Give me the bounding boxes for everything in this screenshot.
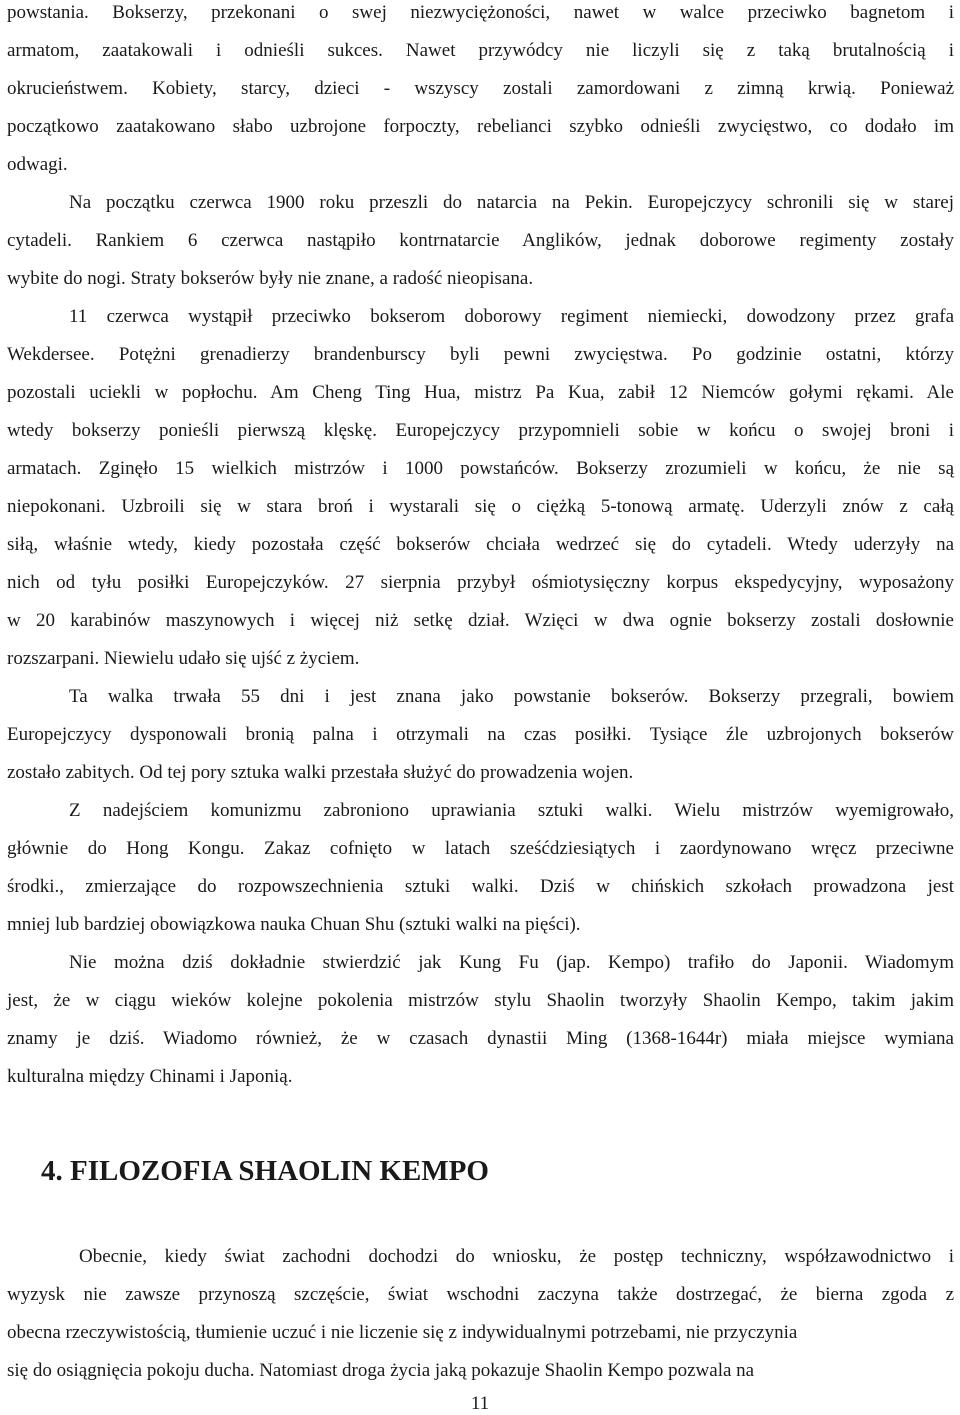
paragraph-line: cytadeli. Rankiem 6 czerwca nastąpiło kontrnatarcie Anglików, jednak doborowe regimenty zostały — [7, 230, 954, 251]
paragraph-line: okrucieństwem. Kobiety, starcy, dzieci - wszyscy zostali zamordowani z zimną krwią. Ponieważ — [7, 78, 954, 99]
paragraph-line: kulturalna między Chinami i Japonią. — [7, 1066, 293, 1087]
paragraph-line: Z nadejściem komunizmu zabroniono uprawiania sztuki walki. Wielu mistrzów wyemigrowało, — [69, 800, 954, 821]
paragraph-line: znamy je dziś. Wiadomo również, że w czasach dynastii Ming (1368-1644r) miała miejsce wymiana — [7, 1028, 954, 1049]
paragraph-line: Wekdersee. Potężni grenadierzy brandenburscy byli pewni zwycięstwa. Po godzinie ostatni, którzy — [7, 344, 954, 365]
paragraph-line: Ta walka trwała 55 dni i jest znana jako powstanie bokserów. Bokserzy przegrali, bowiem — [69, 686, 954, 707]
page-number: 11 — [470, 1393, 490, 1414]
paragraph-line: armatom, zaatakowali i odnieśli sukces. Nawet przywódcy nie liczyli się z taką brutalnością i — [7, 40, 954, 61]
paragraph-line: Na początku czerwca 1900 roku przeszli do natarcia na Pekin. Europejczycy schronili się w starej — [69, 192, 954, 213]
paragraph-line: obecna rzeczywistością, tłumienie uczuć i nie liczenie się z indywidualnymi potrzebami, nie przyczynia — [7, 1322, 798, 1343]
section-heading: 4. FILOZOFIA SHAOLIN KEMPO — [41, 1155, 489, 1187]
paragraph-line: Obecnie, kiedy świat zachodni dochodzi do wniosku, że postęp techniczny, współzawodnictwo i — [79, 1246, 954, 1267]
paragraph-line: Europejczycy dysponowali bronią palna i otrzymali na czas posiłki. Tysiące źle uzbrojonych bokserów — [7, 724, 954, 745]
paragraph-line: odwagi. — [7, 154, 68, 175]
paragraph-line: siłą, właśnie wtedy, kiedy pozostała część bokserów chciała wedrzeć się do cytadeli. Wtedy uderzyły na — [7, 534, 954, 555]
paragraph-line: Nie można dziś dokładnie stwierdzić jak Kung Fu (jap. Kempo) trafiło do Japonii. Wiadomym — [69, 952, 954, 973]
paragraph-line: nich od tyłu posiłki Europejczyków. 27 sierpnia przybył ośmiotysięczny korpus ekspedycyjny, wyposażony — [7, 572, 954, 593]
paragraph-line: niepokonani. Uzbroili się w stara broń i wystarali się o ciężką 5-tonową armatę. Uderzyli znów z całą — [7, 496, 954, 517]
paragraph-line: rozszarpani. Niewielu udało się ujść z życiem. — [7, 648, 360, 669]
paragraph-line: mniej lub bardziej obowiązkowa nauka Chuan Shu (sztuki walki na pięści). — [7, 914, 581, 935]
paragraph-line: powstania. Bokserzy, przekonani o swej niezwyciężoności, nawet w walce przeciwko bagnetom i — [7, 2, 954, 23]
paragraph-line: środki., zmierzające do rozpowszechnienia sztuki walki. Dziś w chińskich szkołach prowadzona jest — [7, 876, 954, 897]
paragraph-line: armatach. Zginęło 15 wielkich mistrzów i 1000 powstańców. Bokserzy zrozumieli w końcu, że nie są — [7, 458, 954, 479]
paragraph-line: jest, że w ciągu wieków kolejne pokolenia mistrzów stylu Shaolin tworzyły Shaolin Kempo, takim jakim — [7, 990, 954, 1011]
paragraph-line: wyzysk nie zawsze przynoszą szczęście, świat wschodni zaczyna także dostrzegać, że bierna zgoda z — [7, 1284, 954, 1305]
paragraph-line: się do osiągnięcia pokoju ducha. Natomiast droga życia jaką pokazuje Shaolin Kempo pozwala na — [7, 1360, 755, 1381]
paragraph-line: zostało zabitych. Od tej pory sztuka walki przestała służyć do prowadzenia wojen. — [7, 762, 634, 783]
paragraph-line: początkowo zaatakowano słabo uzbrojone forpoczty, rebelianci szybko odnieśli zwycięstwo, co dodało im — [7, 116, 954, 137]
paragraph-line: wtedy bokserzy ponieśli pierwszą klęskę. Europejczycy przypomnieli sobie w końcu o swojej broni i — [7, 420, 954, 441]
paragraph-line: pozostali uciekli w popłochu. Am Cheng Ting Hua, mistrz Pa Kua, zabił 12 Niemców gołymi rękami. Ale — [7, 382, 954, 403]
paragraph-line: wybite do nogi. Straty bokserów były nie znane, a radość nieopisana. — [7, 268, 534, 289]
paragraph-line: 11 czerwca wystąpił przeciwko bokserom doborowy regiment niemiecki, dowodzony przez grafa — [69, 306, 954, 327]
paragraph-line: głównie do Hong Kongu. Zakaz cofnięto w latach sześćdziesiątych i zaordynowano wręcz przeciwne — [7, 838, 954, 859]
paragraph-line: w 20 karabinów maszynowych i więcej niż setkę dział. Wzięci w dwa ognie bokserzy zostali dosłownie — [7, 610, 954, 631]
